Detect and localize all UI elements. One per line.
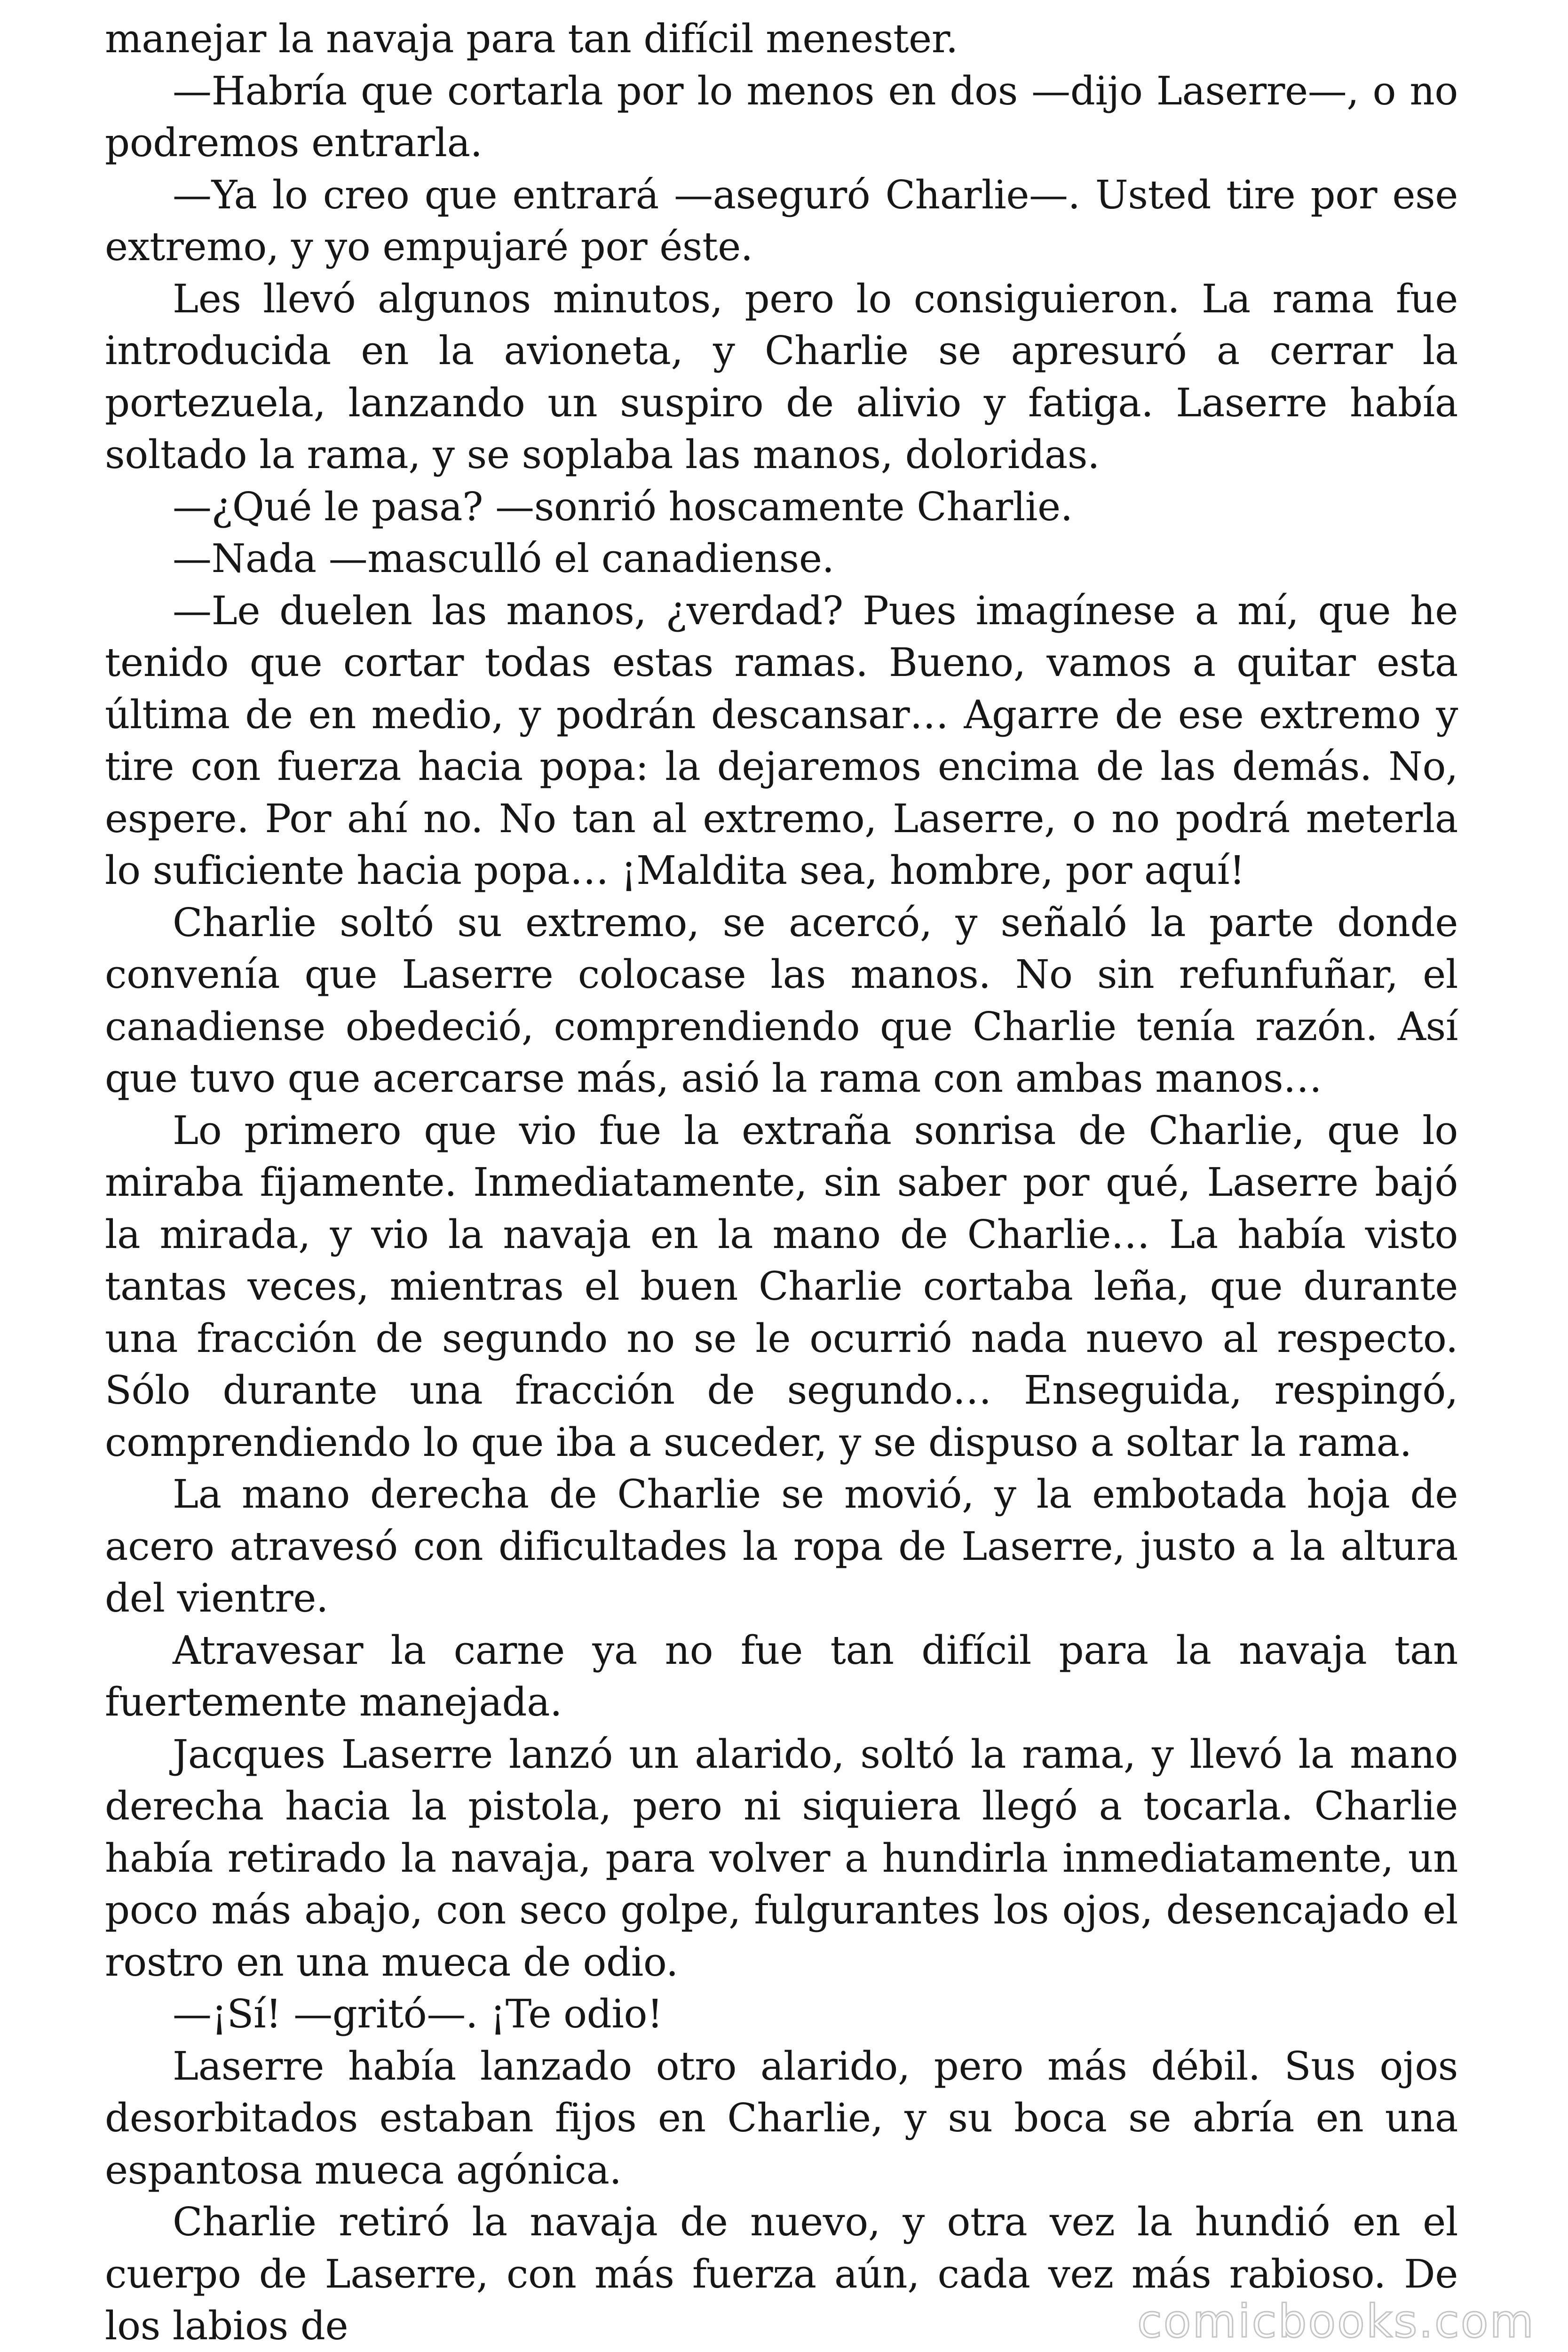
paragraph: —Habría que cortarla por lo menos en dos —dijo Laserre—, o no podremos entrarla.	[105, 68, 1458, 166]
paragraph: Atravesar la carne ya no fue tan difícil para la navaja tan fuertemente manejada.	[105, 1627, 1458, 1725]
paragraph: —Nada —masculló el canadiense.	[173, 536, 834, 581]
page-text	[105, 13, 1458, 2352]
paragraph: —¿Qué le pasa? —sonrió hoscamente Charlie.	[173, 484, 1073, 530]
paragraph: Laserre había lanzado otro alarido, pero más débil. Sus ojos desorbitados estaban fijos en Charlie, y su boca se abría en una espantosa mueca agónica.	[105, 2043, 1458, 2193]
paragraph: —Le duelen las manos, ¿verdad? Pues imagínese a mí, que he tenido que cortar todas estas ramas. Bueno, vamos a quitar esta última de en medio, y podrán descansar… Agarre de ese extremo y tire con fuerza hacia popa: la dejaremos encima de las demás. No, espere. Por ahí no. No tan al extremo, Laserre, o no podrá meterla lo suficiente hacia popa… ¡Maldita sea, hombre, por aquí!	[105, 588, 1458, 893]
paragraph: —Ya lo creo que entrará —aseguró Charlie—. Usted tire por ese extremo, y yo empujaré por éste.	[105, 172, 1458, 270]
paragraph: La mano derecha de Charlie se movió, y la embotada hoja de acero atravesó con dificultades la ropa de Laserre, justo a la altura del vientre.	[105, 1471, 1458, 1621]
paragraph: —¡Sí! —gritó—. ¡Te odio!	[173, 1991, 663, 2037]
paragraph: Jacques Laserre lanzó un alarido, soltó la rama, y llevó la mano derecha hacia la pistola, pero ni siquiera llegó a tocarla. Charlie había retirado la navaja, para volver a hundirla inmediatamente, un poco más abajo, con seco golpe, fulgurantes los ojos, desencajado el rostro en una mueca de odio.	[105, 1731, 1458, 1985]
paragraph: Charlie soltó su extremo, se acercó, y señaló la parte donde convenía que Laserre colocase las manos. No sin refunfuñar, el canadiense obedeció, comprendiendo que Charlie tenía razón. Así que tuvo que acercarse más, asió la rama con ambas manos…	[105, 899, 1458, 1101]
paragraph: Les llevó algunos minutos, pero lo consiguieron. La rama fue introducida en la avioneta, y Charlie se apresuró a cerrar la portezuela, lanzando un suspiro de alivio y fatiga. Laserre había soltado la rama, y se soplaba las manos, doloridas.	[105, 276, 1458, 477]
paragraph: manejar la navaja para tan difícil menester.	[105, 16, 958, 62]
watermark-logo: comicbooks.com	[1137, 2295, 1535, 2348]
paragraph: Lo primero que vio fue la extraña sonrisa de Charlie, que lo miraba fijamente. Inmediatamente, sin saber por qué, Laserre bajó la mirada, y vio la navaja en la mano de Charlie… La había visto tantas veces, mientras el buen Charlie cortaba leña, que durante una fracción de segundo no se le ocurrió nada nuevo al respecto. Sólo durante una fracción de segundo… Enseguida, respingó, comprendiendo lo que iba a suceder, y se dispuso a soltar la rama.	[105, 1107, 1458, 1465]
paragraph: Charlie retiró la navaja de nuevo, y otra vez la hundió en el cuerpo de Laserre, con más fuerza aún, cada vez más rabioso. De los labios de	[105, 2199, 1458, 2349]
